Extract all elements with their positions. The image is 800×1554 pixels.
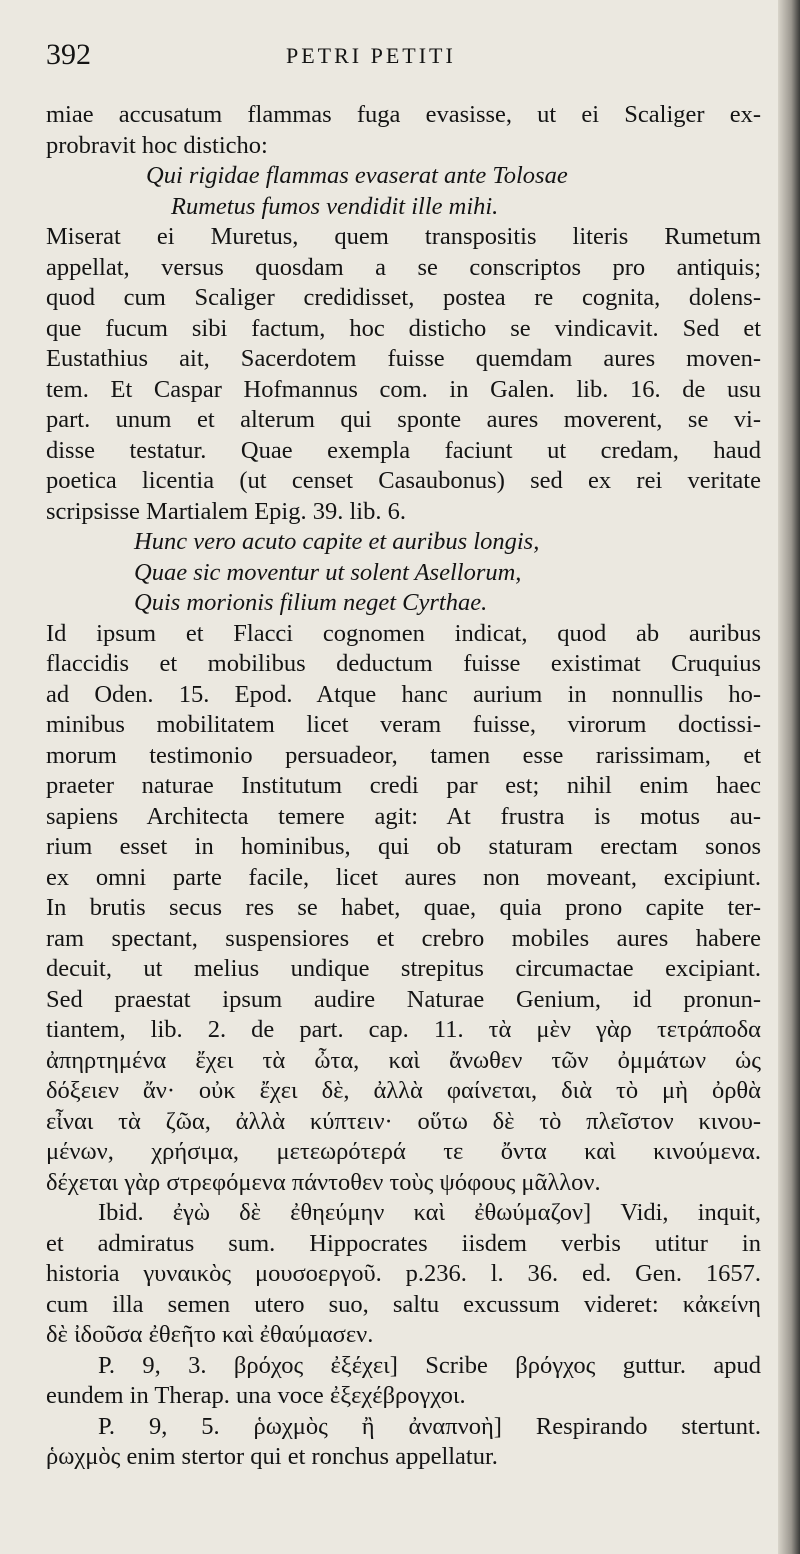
text-line: praeter naturae Institutum credi par est; nihil enim haec xyxy=(46,772,761,799)
text-line: εἶναι τὰ ζῶα, ἀλλὰ κύπτειν· οὕτω δὲ τὸ πλεῖστον κινου- xyxy=(46,1107,761,1135)
text-line: ad Oden. 15. Epod. Atque hanc aurium in nonnullis ho- xyxy=(46,680,761,708)
text-line: In brutis secus res se habet, quae, quia prono capite ter- xyxy=(46,894,761,921)
text-line: que fucum sibi factum, hoc disticho se vindicavit. Sed et xyxy=(46,314,761,342)
verse-line: Hunc vero acuto capite et auribus longis, xyxy=(134,528,540,555)
text-line: P. 9, 5. ῥωχμὸς ἢ ἀναπνοὴ] Respirando stertunt. xyxy=(98,1412,761,1440)
text-line: P. 9, 3. βρόχος ἐξέχει] Scribe βρόγχος guttur. apud xyxy=(98,1351,761,1379)
text-line: Eustathius ait, Sacerdotem fuisse quemdam aures moven- xyxy=(46,345,761,372)
verse-line: Quis morionis filium neget Cyrthae. xyxy=(134,589,488,616)
text-line: Id ipsum et Flacci cognomen indicat, quod ab auribus xyxy=(46,619,761,647)
text-line: probravit hoc disticho: xyxy=(46,131,268,159)
text-line: sapiens Architecta temere agit: At frustra is motus au- xyxy=(46,802,761,830)
text-line: et admiratus sum. Hippocrates iisdem verbis utitur in xyxy=(46,1229,761,1257)
page-body xyxy=(46,100,761,1473)
text-line: miae accusatum flammas fuga evasisse, ut ei Scaliger ex- xyxy=(46,101,761,128)
text-line: Ibid. ἐγὼ δὲ ἐθηεύμην καὶ ἐθωύμαζον] Vidi, inquit, xyxy=(98,1199,761,1226)
text-line: Sed praestat ipsum audire Naturae Genium, id pronun- xyxy=(46,985,761,1013)
text-line: cum illa semen utero suo, saltu excussum videret: κἀκείνη xyxy=(46,1290,761,1318)
text-line: eundem in Therap. una voce ἐξεχέβρογχοι. xyxy=(46,1382,466,1409)
page-edge-shadow xyxy=(778,0,800,1554)
text-line: disse testatur. Quae exempla faciunt ut credam, haud xyxy=(46,436,761,464)
text-line: appellat, versus quosdam a se conscriptos pro antiquis; xyxy=(46,253,761,281)
text-line: flaccidis et mobilibus deductum fuisse existimat Cruquius xyxy=(46,650,761,677)
text-line: ἀπηρτημένα ἔχει τὰ ὦτα, καὶ ἄνωθεν τῶν ὀμμάτων ὡς xyxy=(46,1046,761,1074)
text-line: δόξειεν ἄν· οὐκ ἔχει δὲ, ἀλλὰ φαίνεται, διὰ τὸ μὴ ὀρθὰ xyxy=(46,1077,761,1104)
text-line: scripsisse Martialem Epig. 39. lib. 6. xyxy=(46,497,406,525)
text-line: part. unum et alterum qui sponte aures moverent, se vi- xyxy=(46,406,761,433)
text-line: Miserat ei Muretus, quem transpositis literis Rumetum xyxy=(46,223,761,250)
verse-line: Rumetus fumos vendidit ille mihi. xyxy=(171,192,499,220)
text-line: δὲ ἰδοῦσα ἐθεῆτο καὶ ἐθαύμασεν. xyxy=(46,1321,374,1348)
text-line: morum testimonio persuadeor, tamen esse rarissimam, et xyxy=(46,741,761,769)
text-line: tiantem, lib. 2. de part. cap. 11. τὰ μὲν γὰρ τετράποδα xyxy=(46,1016,761,1043)
text-line: ex omni parte facile, licet aures non moveant, excipiunt. xyxy=(46,863,761,891)
verse-line: Qui rigidae flammas evaserat ante Tolosae xyxy=(146,162,568,189)
verse-line: Quae sic moventur ut solent Asellorum, xyxy=(134,558,522,586)
text-line: rium esset in hominibus, qui ob staturam erectam sonos xyxy=(46,833,761,860)
text-line: decuit, ut melius undique strepitus circumactae excipiant. xyxy=(46,955,761,982)
text-line: δέχεται γὰρ στρεφόμενα πάντοθεν τοὺς ψόφους μᾶλλον. xyxy=(46,1168,601,1196)
text-line: μένων, χρήσιμα, μετεωρότερά τε ὄντα καὶ κινούμενα. xyxy=(46,1138,761,1165)
text-line: ram spectant, suspensiores et crebro mobiles aures habere xyxy=(46,924,761,952)
running-head: PETRI PETITI xyxy=(286,43,456,68)
text-line: poetica licentia (ut censet Casaubonus) sed ex rei veritate xyxy=(46,467,761,494)
text-line: tem. Et Caspar Hofmannus com. in Galen. lib. 16. de usu xyxy=(46,375,761,403)
text-line: quod cum Scaliger credidisset, postea re cognita, dolens- xyxy=(46,284,761,311)
page-header xyxy=(46,38,760,78)
text-line: historia γυναικὸς μουσοεργοῦ. p.236. l. 36. ed. Gen. 1657. xyxy=(46,1260,761,1287)
text-line: ῥωχμὸς enim stertor qui et ronchus appellatur. xyxy=(46,1443,498,1470)
text-line: minibus mobilitatem licet veram fuisse, virorum doctissi- xyxy=(46,711,761,738)
page-number: 392 xyxy=(46,38,91,71)
